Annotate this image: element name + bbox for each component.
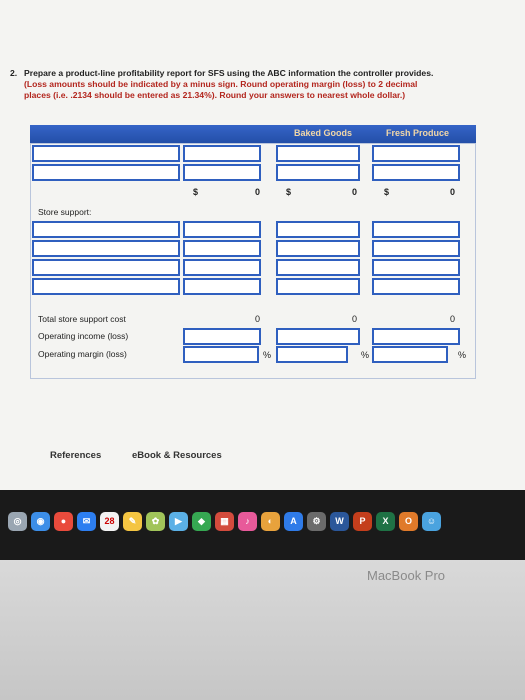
table-row [30,183,476,201]
line-item-input[interactable] [32,240,180,257]
operating-income-input[interactable] [372,328,460,345]
percent-symbol: % [361,350,370,360]
question-number: 2. [10,68,18,78]
powerpoint-icon[interactable]: P [353,512,372,531]
laptop-body [0,560,525,700]
amount-input[interactable] [276,145,360,162]
question-text [10,68,515,101]
line-item-input[interactable] [32,145,180,162]
safari-icon[interactable]: ◉ [31,512,50,531]
computed-value: 0 [450,187,456,197]
references-link[interactable]: References [50,450,102,461]
store-support-label: Store support: [38,207,92,217]
operating-margin-input[interactable] [276,346,348,363]
launchpad-icon[interactable]: ◎ [8,512,27,531]
computed-value: 0 [352,187,358,197]
ebook-resources-link[interactable]: eBook & Resources [132,450,222,461]
notes-icon[interactable]: ✎ [123,512,142,531]
app-store-icon[interactable]: A [284,512,303,531]
question-note-line1: (Loss amounts should be indicated by a minus sign. Round operating margin (loss) to 2 decimal [24,79,418,89]
amount-input[interactable] [372,278,460,295]
total-support-label: Total store support cost [38,314,126,324]
question-instruction: Prepare a product-line profitability report for SFS using the ABC information the controller provides. [24,68,434,78]
facetime-icon[interactable]: ▶ [169,512,188,531]
line-item-input[interactable] [32,164,180,181]
amount-input[interactable] [183,240,261,257]
operating-margin-input[interactable] [372,346,448,363]
calendar-icon[interactable] [100,512,119,531]
laptop-brand-label: MacBook Pro [367,568,446,583]
amount-input[interactable] [372,145,460,162]
operating-income-input[interactable] [276,328,360,345]
operating-income-label: Operating income (loss) [38,331,129,341]
amount-input[interactable] [183,145,261,162]
amount-input[interactable] [372,259,460,276]
amount-input[interactable] [276,259,360,276]
calendar-day: 28 [104,516,115,526]
amount-input[interactable] [183,221,261,238]
amount-input[interactable] [276,240,360,257]
line-item-input[interactable] [32,259,180,276]
table-header-bar [30,125,476,143]
operating-income-input[interactable] [183,328,261,345]
line-item-input[interactable] [32,278,180,295]
computed-value: 0 [255,314,261,324]
currency-symbol: $ [286,187,292,197]
app-dock [8,508,513,534]
amount-input[interactable] [183,259,261,276]
table-row [30,311,476,327]
currency-symbol: $ [193,187,199,197]
header-fresh-produce: Fresh Produce [386,128,450,138]
computed-value: 0 [450,314,456,324]
computed-value: 0 [352,314,358,324]
question-note-line2: places (i.e. .2134 should be entered as 21.34%). Round your answers to nearest whole dollar.) [24,90,406,100]
amount-input[interactable] [276,221,360,238]
amount-input[interactable] [183,278,261,295]
music-icon[interactable]: ♪ [238,512,257,531]
outlook-icon[interactable]: O [399,512,418,531]
settings-icon[interactable]: ⚙ [307,512,326,531]
percent-symbol: % [263,350,272,360]
amount-input[interactable] [372,240,460,257]
chrome-icon[interactable]: ● [54,512,73,531]
header-baked-goods: Baked Goods [294,128,353,138]
percent-symbol: % [458,350,467,360]
operating-margin-input[interactable] [183,346,259,363]
books-icon[interactable]: ◐ [261,512,280,531]
finder-icon[interactable]: ☺ [422,512,441,531]
photos-icon[interactable]: ✿ [146,512,165,531]
amount-input[interactable] [372,221,460,238]
amount-input[interactable] [276,164,360,181]
amount-input[interactable] [183,164,261,181]
app-icon[interactable]: ▦ [215,512,234,531]
computed-value: 0 [255,187,261,197]
amount-input[interactable] [372,164,460,181]
mail-icon[interactable]: ✉ [77,512,96,531]
messages-icon[interactable]: ◆ [192,512,211,531]
excel-icon[interactable]: X [376,512,395,531]
currency-symbol: $ [384,187,390,197]
amount-input[interactable] [276,278,360,295]
line-item-input[interactable] [32,221,180,238]
word-icon[interactable]: W [330,512,349,531]
operating-margin-label: Operating margin (loss) [38,349,127,359]
